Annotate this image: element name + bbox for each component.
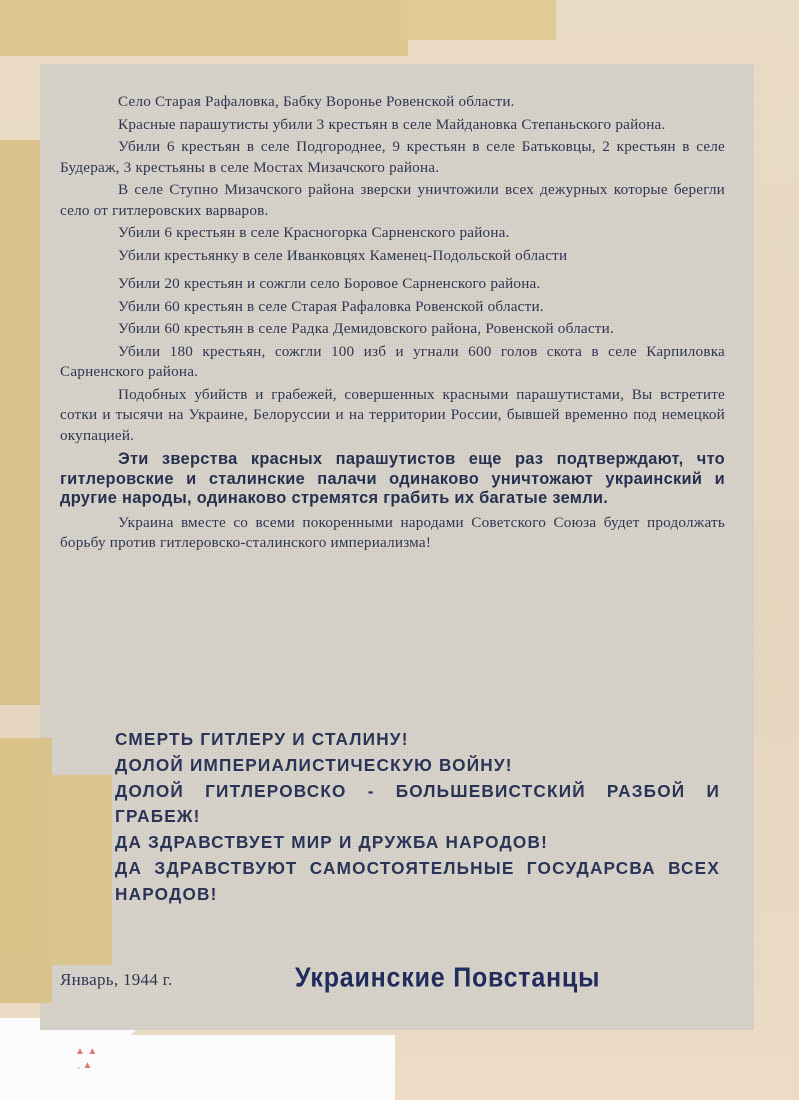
tape-strip-left-inner [40,775,112,965]
paragraph: Убили 60 крестьян в селе Старая Рафаловка Ровенской области. [118,297,544,315]
closing-paragraph: Украина вместе со всеми покоренными народами Советского Союза будет продолжать борьбу против гитлеровско-сталинского империализма! [60,513,725,551]
paragraph: Село Старая Рафаловка, Бабку Воронье Ровенской области. [118,93,515,110]
paragraph: Убили 20 крестьян и сожгли село Боровое Сарненского района. [118,275,541,292]
paragraph: Красные парашутисты убили 3 крестьян в селе Майдановка Степаньского района. [118,115,666,133]
slogan: ДОЛОЙ ИМПЕРИАЛИСТИЧЕСКУЮ ВОЙНУ! [115,754,513,775]
red-stamp-marks: ▲ ▲ , ▲ [75,1046,98,1071]
date: Январь, 1944 г. [60,970,173,989]
paragraph: Убили крестьянку в селе Иванковцях Каменец-Подольской области [118,246,568,264]
signature: Украинские Повстанцы [295,962,601,994]
tape-strip-top-middle [400,0,556,40]
paragraph: Подобных убийств и грабежей, совершенных красными парашутистами, Вы встретите сотки и тысячи на Украине, Белоруссии и на территории России, бывшей временно под немецкой окупацией. [60,385,725,444]
slogan: СМЕРТЬ ГИТЛЕРУ И СТАЛИНУ! [115,729,409,749]
paragraph: В селе Ступно Мизачского района зверски уничтожили всех дежурных которые берегли село от гитлеровских варваров. [60,181,725,219]
tape-strip-left-upper [0,140,40,705]
paragraph: Убили 6 крестьян в селе Красногорка Сарненского района. [118,224,510,241]
slogans-block [115,727,720,908]
emphasis-paragraph: Эти зверства красных парашутистов еще раз подтверждают, что гитлеровские и сталинские палачи одинаково уничтожают украинский и другие народы, одинаково стремятся грабить их багатые земли. [60,450,725,507]
leaflet-body [60,92,725,556]
paragraph: Убили 60 крестьян в селе Радка Демидовского района, Ровенской области. [118,320,614,337]
torn-corner-bottom [0,1035,395,1100]
slogan: ДОЛОЙ ГИТЛЕРОВСКО - БОЛЬШЕВИСТСКИЙ РАЗБОЙ И ГРАБЕЖ! [115,780,720,827]
slogan: ДА ЗДРАВСТВУЮТ САМОСТОЯТЕЛЬНЫЕ ГОСУДАРСВА ВСЕХ НАРОДОВ! [115,857,720,904]
slogan: ДА ЗДРАВСТВУЕТ МИР И ДРУЖБА НАРОДОВ! [115,832,549,853]
tape-strip-top-left [0,0,408,56]
paragraph: Убили 6 крестьян в селе Подгороднее, 9 крестьян в селе Батьковцы, 2 крестьян в селе Будераж, 3 крестьяны в селе Мостах Мизачского района. [60,138,725,176]
paragraph: Убили 180 крестьян, сожгли 100 изб и угнали 600 голов скота в селе Карпиловка Сарненского района. [60,342,725,380]
